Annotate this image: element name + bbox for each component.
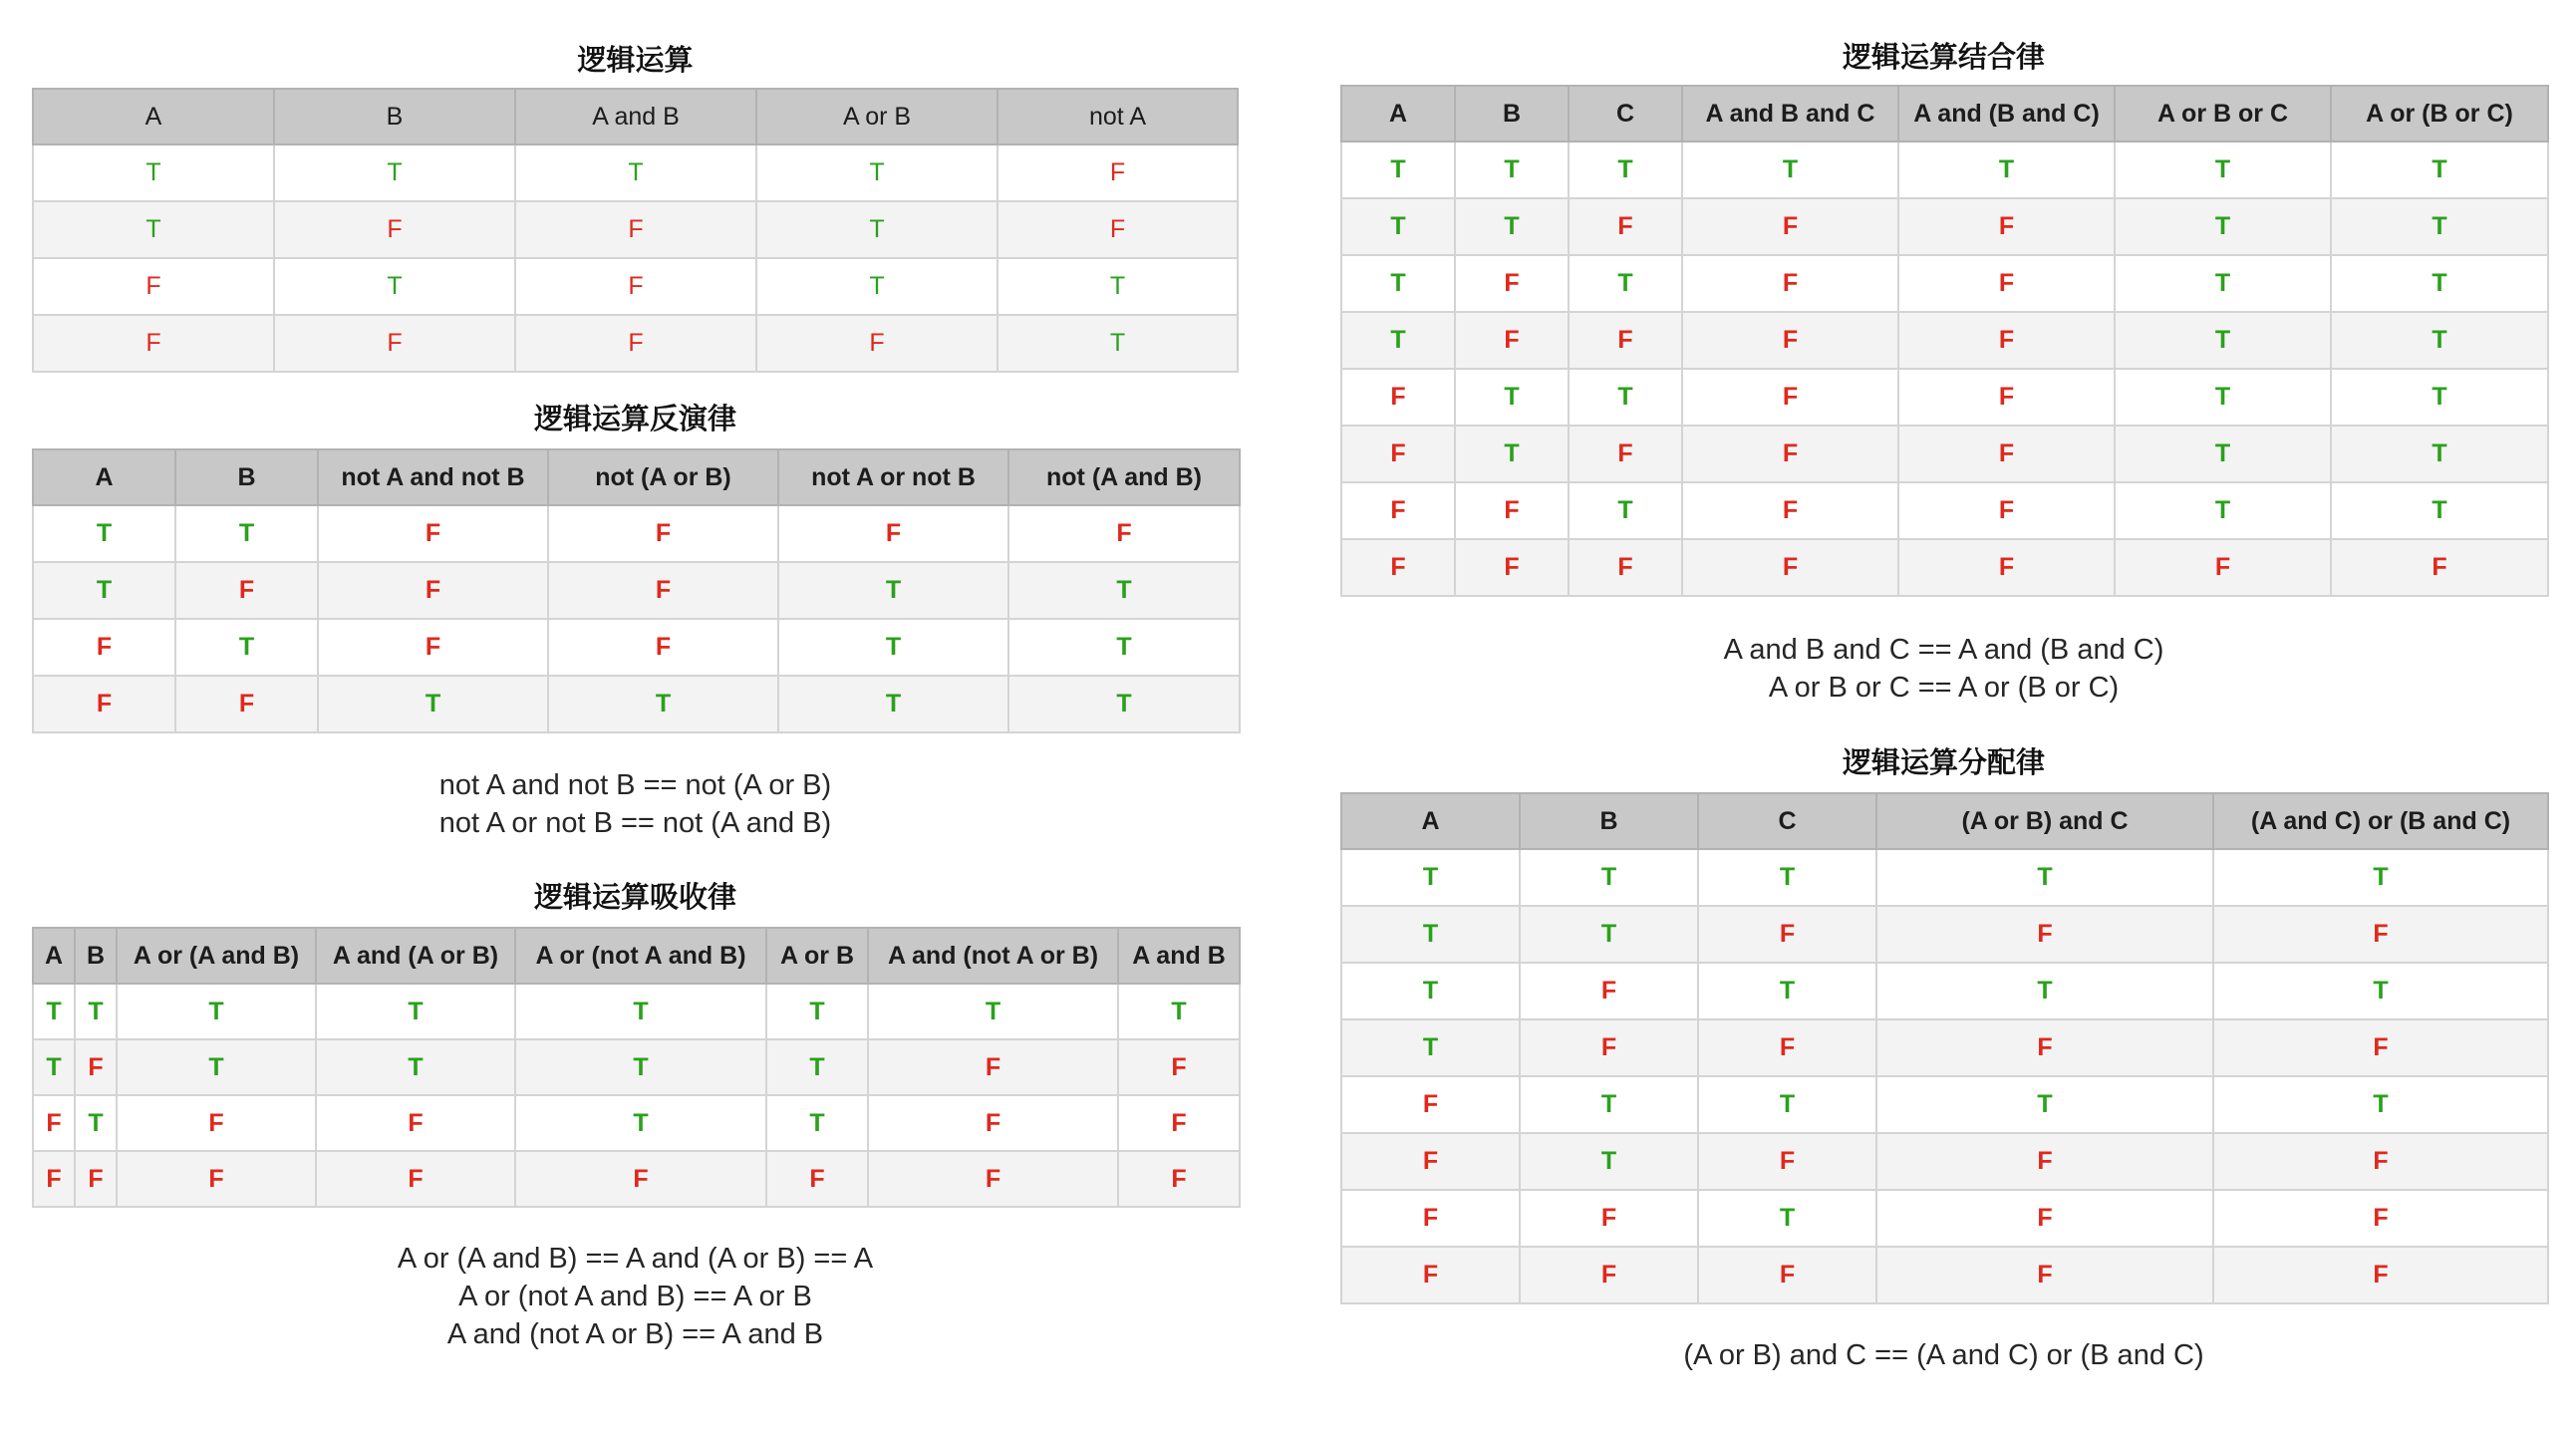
truth-value-cell: F [1569, 198, 1682, 255]
truth-value-cell: T [1008, 619, 1240, 676]
truth-value-cell: F [1520, 963, 1698, 1019]
truth-value-cell: T [515, 984, 766, 1039]
column-header: A or B or C [2115, 86, 2331, 142]
truth-value-cell: F [1569, 539, 1682, 596]
truth-value-cell: F [868, 1039, 1118, 1095]
table-row [1341, 849, 2548, 906]
truth-value-cell: F [515, 315, 756, 372]
truth-value-cell: T [778, 676, 1008, 732]
truth-value-cell: T [1341, 255, 1455, 312]
truth-value-cell: F [998, 201, 1238, 258]
truth-value-cell: T [1341, 906, 1520, 963]
section-title-distributive: 逻辑运算分配律 [1842, 745, 2045, 779]
truth-value-cell: T [2331, 312, 2548, 369]
truth-value-cell: T [998, 315, 1238, 372]
truth-value-cell: T [1520, 906, 1698, 963]
truth-value-cell: F [274, 315, 515, 372]
truth-table-absorption-block [32, 0, 1239, 1375]
truth-value-cell: F [2213, 1190, 2548, 1247]
truth-value-cell: T [33, 984, 75, 1039]
truth-value-cell: T [1569, 369, 1682, 426]
column-header: A [1341, 793, 1520, 849]
table-row [1341, 1133, 2548, 1190]
truth-value-cell: T [1876, 849, 2213, 906]
column-header: (A or B) and C [1876, 793, 2213, 849]
truth-value-cell: F [1698, 906, 1876, 963]
truth-value-cell: F [1898, 198, 2115, 255]
table-row [1341, 1190, 2548, 1247]
truth-value-cell: T [2213, 963, 2548, 1019]
truth-value-cell: F [1898, 539, 2115, 596]
truth-value-cell: F [316, 1151, 515, 1207]
truth-value-cell: F [117, 1151, 316, 1207]
column-header: B [1520, 793, 1698, 849]
truth-value-cell: T [2331, 255, 2548, 312]
truth-value-cell: F [1341, 482, 1455, 539]
truth-value-cell: T [2331, 426, 2548, 482]
truth-value-cell: F [1682, 539, 1898, 596]
truth-value-cell: T [316, 1039, 515, 1095]
truth-value-cell: T [2115, 142, 2331, 198]
truth-value-cell: T [868, 984, 1118, 1039]
truth-value-cell: T [1682, 142, 1898, 198]
truth-value-cell: F [1682, 198, 1898, 255]
truth-value-cell: F [1118, 1151, 1240, 1207]
truth-value-cell: T [1520, 1076, 1698, 1133]
truth-value-cell: T [117, 1039, 316, 1095]
formula-line: A and (not A or B) == A and B [446, 1318, 824, 1350]
table-row [1341, 1076, 2548, 1133]
truth-value-cell: F [1455, 539, 1569, 596]
truth-value-cell: F [548, 619, 778, 676]
formula-line: A or B or C == A or (B or C) [1768, 672, 2120, 704]
formula-line: not A or not B == not (A and B) [438, 807, 832, 839]
truth-value-cell: T [75, 984, 117, 1039]
truth-value-cell: F [1682, 255, 1898, 312]
truth-value-cell: T [2115, 369, 2331, 426]
formula-line: A and B and C == A and (B and C) [1723, 634, 2164, 666]
truth-value-cell: F [515, 1151, 766, 1207]
column-header: A [33, 449, 175, 505]
section-title-demorgan: 逻辑运算反演律 [533, 402, 736, 435]
truth-value-cell: F [515, 258, 756, 315]
truth-value-cell: F [1876, 1019, 2213, 1076]
truth-value-cell: T [1341, 142, 1455, 198]
truth-value-cell: F [274, 201, 515, 258]
truth-value-cell: T [316, 984, 515, 1039]
truth-value-cell: F [318, 619, 548, 676]
column-header: A [33, 89, 274, 144]
column-header: A and (B and C) [1898, 86, 2115, 142]
truth-value-cell: F [1876, 1247, 2213, 1303]
truth-value-cell: T [1520, 849, 1698, 906]
truth-value-cell: F [2213, 1133, 2548, 1190]
truth-value-cell: F [33, 676, 175, 732]
truth-value-cell: T [2115, 482, 2331, 539]
truth-value-cell: F [1898, 482, 2115, 539]
truth-value-cell: T [274, 144, 515, 201]
column-header: A and B [515, 89, 756, 144]
truth-value-cell: F [1455, 255, 1569, 312]
truth-value-cell: T [1698, 849, 1876, 906]
column-header: C [1698, 793, 1876, 849]
column-header: not A or not B [778, 449, 1008, 505]
truth-value-cell: F [175, 676, 318, 732]
truth-value-cell: T [2115, 312, 2331, 369]
truth-value-cell: T [33, 505, 175, 562]
truth-value-cell: T [1569, 255, 1682, 312]
column-header: not (A and B) [1008, 449, 1240, 505]
truth-value-cell: T [33, 1039, 75, 1095]
truth-value-cell: F [868, 1151, 1118, 1207]
truth-value-cell: T [515, 1039, 766, 1095]
truth-value-cell: T [1698, 1076, 1876, 1133]
truth-table-absorption [32, 927, 1241, 1208]
truth-value-cell: T [1898, 142, 2115, 198]
formula-line: A or (A and B) == A and (A or B) == A [397, 1243, 874, 1275]
formulas-absorption [32, 1240, 1239, 1353]
table-row [1341, 906, 2548, 963]
truth-value-cell: T [1876, 963, 2213, 1019]
truth-value-cell: F [1341, 539, 1455, 596]
column-header: not A and not B [318, 449, 548, 505]
column-header: A [33, 928, 75, 984]
truth-value-cell: F [1455, 312, 1569, 369]
truth-value-cell: T [2115, 255, 2331, 312]
truth-value-cell: F [318, 562, 548, 619]
truth-value-cell: F [1520, 1190, 1698, 1247]
truth-value-cell: F [548, 562, 778, 619]
column-header: A or B [756, 89, 998, 144]
truth-value-cell: T [1341, 849, 1520, 906]
truth-table-distributive-block [1340, 0, 2547, 1415]
column-header: A and (A or B) [316, 928, 515, 984]
column-header: not A [998, 89, 1238, 144]
truth-value-cell: F [1341, 1247, 1520, 1303]
table-row [33, 1095, 1240, 1151]
truth-value-cell: F [548, 505, 778, 562]
truth-value-cell: F [75, 1151, 117, 1207]
truth-value-cell: F [1682, 312, 1898, 369]
truth-value-cell: T [778, 562, 1008, 619]
truth-value-cell: F [1698, 1133, 1876, 1190]
truth-value-cell: F [1876, 1190, 2213, 1247]
truth-value-cell: F [1682, 426, 1898, 482]
formula-line: not A and not B == not (A or B) [438, 769, 832, 801]
truth-value-cell: F [1682, 482, 1898, 539]
truth-value-cell: T [1008, 676, 1240, 732]
truth-value-cell: F [318, 505, 548, 562]
truth-value-cell: T [2331, 369, 2548, 426]
truth-value-cell: T [515, 1095, 766, 1151]
truth-value-cell: F [1898, 369, 2115, 426]
truth-value-cell: T [548, 676, 778, 732]
truth-value-cell: F [75, 1039, 117, 1095]
column-header: B [274, 89, 515, 144]
table-row [33, 1039, 1240, 1095]
truth-value-cell: T [1008, 562, 1240, 619]
truth-value-cell: T [33, 144, 274, 201]
truth-value-cell: F [1341, 1190, 1520, 1247]
column-header: B [1455, 86, 1569, 142]
column-header: not (A or B) [548, 449, 778, 505]
formula-line: A or (not A and B) == A or B [458, 1281, 812, 1312]
truth-value-cell: F [1118, 1039, 1240, 1095]
truth-value-cell: F [1876, 1133, 2213, 1190]
truth-value-cell: T [1341, 312, 1455, 369]
truth-value-cell: T [2331, 142, 2548, 198]
truth-value-cell: F [1698, 1247, 1876, 1303]
header-row [33, 928, 1240, 984]
column-header: B [175, 449, 318, 505]
table-row [1341, 963, 2548, 1019]
section-title-associative: 逻辑运算结合律 [1842, 40, 2045, 74]
truth-value-cell: T [2331, 198, 2548, 255]
truth-value-cell: T [33, 201, 274, 258]
truth-value-cell: T [756, 258, 998, 315]
column-header: A or (B or C) [2331, 86, 2548, 142]
truth-value-cell: T [1569, 482, 1682, 539]
truth-value-cell: F [1341, 1133, 1520, 1190]
truth-value-cell: T [1569, 142, 1682, 198]
truth-value-cell: T [1876, 1076, 2213, 1133]
truth-value-cell: T [766, 1039, 868, 1095]
truth-value-cell: T [1455, 369, 1569, 426]
truth-value-cell: T [515, 144, 756, 201]
truth-value-cell: T [318, 676, 548, 732]
column-header: (A and C) or (B and C) [2213, 793, 2548, 849]
column-header: A [1341, 86, 1455, 142]
truth-value-cell: T [75, 1095, 117, 1151]
column-header: A and B [1118, 928, 1240, 984]
truth-value-cell: F [1898, 312, 2115, 369]
column-header: A and B and C [1682, 86, 1898, 142]
section-title-basic: 逻辑运算 [577, 43, 694, 77]
truth-value-cell: F [1520, 1019, 1698, 1076]
truth-value-cell: F [316, 1095, 515, 1151]
truth-value-cell: F [2213, 1247, 2548, 1303]
truth-value-cell: T [175, 619, 318, 676]
truth-value-cell: F [2213, 906, 2548, 963]
truth-value-cell: F [1008, 505, 1240, 562]
truth-value-cell: F [1455, 482, 1569, 539]
table-row [33, 1151, 1240, 1207]
truth-value-cell: T [2115, 198, 2331, 255]
truth-value-cell: F [778, 505, 1008, 562]
truth-value-cell: F [1569, 312, 1682, 369]
formula-line: (A or B) and C == (A and C) or (B and C) [1683, 1339, 2204, 1371]
truth-value-cell: F [1341, 426, 1455, 482]
column-header: A or (A and B) [117, 928, 316, 984]
formulas-distributive [1340, 1336, 2547, 1374]
column-header: B [75, 928, 117, 984]
truth-value-cell: F [175, 562, 318, 619]
column-header: A or B [766, 928, 868, 984]
truth-value-cell: F [1898, 255, 2115, 312]
truth-value-cell: F [33, 315, 274, 372]
truth-value-cell: F [1569, 426, 1682, 482]
truth-value-cell: T [117, 984, 316, 1039]
column-header: A or (not A and B) [515, 928, 766, 984]
truth-value-cell: F [1876, 906, 2213, 963]
truth-value-cell: T [1698, 1190, 1876, 1247]
truth-value-cell: F [1118, 1095, 1240, 1151]
truth-value-cell: F [1682, 369, 1898, 426]
truth-value-cell: F [33, 1151, 75, 1207]
truth-value-cell: T [1341, 198, 1455, 255]
truth-value-cell: T [2331, 482, 2548, 539]
table-row [1341, 1247, 2548, 1303]
truth-value-cell: F [756, 315, 998, 372]
truth-value-cell: T [1455, 142, 1569, 198]
truth-value-cell: T [998, 258, 1238, 315]
truth-value-cell: T [1341, 1019, 1520, 1076]
header-row [1341, 793, 2548, 849]
truth-value-cell: F [1341, 1076, 1520, 1133]
truth-value-cell: T [175, 505, 318, 562]
truth-value-cell: F [33, 258, 274, 315]
truth-value-cell: T [1698, 963, 1876, 1019]
truth-value-cell: F [33, 619, 175, 676]
truth-value-cell: F [2213, 1019, 2548, 1076]
truth-value-cell: T [1341, 963, 1520, 1019]
truth-value-cell: T [2213, 1076, 2548, 1133]
truth-value-cell: T [1118, 984, 1240, 1039]
truth-value-cell: F [515, 201, 756, 258]
truth-value-cell: T [778, 619, 1008, 676]
truth-value-cell: F [868, 1095, 1118, 1151]
truth-value-cell: T [2115, 426, 2331, 482]
truth-value-cell: T [1455, 426, 1569, 482]
truth-value-cell: F [1341, 369, 1455, 426]
truth-value-cell: F [1520, 1247, 1698, 1303]
truth-value-cell: F [766, 1151, 868, 1207]
truth-value-cell: F [1898, 426, 2115, 482]
truth-value-cell: T [756, 201, 998, 258]
truth-value-cell: T [2213, 849, 2548, 906]
column-header: A and (not A or B) [868, 928, 1118, 984]
truth-value-cell: F [117, 1095, 316, 1151]
truth-table-distributive [1340, 792, 2549, 1304]
column-header: C [1569, 86, 1682, 142]
truth-value-cell: T [1520, 1133, 1698, 1190]
truth-value-cell: F [998, 144, 1238, 201]
truth-value-cell: T [756, 144, 998, 201]
truth-value-cell: T [274, 258, 515, 315]
table-row [33, 984, 1240, 1039]
truth-value-cell: T [1455, 198, 1569, 255]
truth-value-cell: T [766, 1095, 868, 1151]
truth-value-cell: F [2331, 539, 2548, 596]
truth-value-cell: T [33, 562, 175, 619]
truth-value-cell: F [1698, 1019, 1876, 1076]
truth-value-cell: T [766, 984, 868, 1039]
truth-value-cell: F [2115, 539, 2331, 596]
section-title-absorption: 逻辑运算吸收律 [533, 880, 736, 914]
table-row [1341, 1019, 2548, 1076]
truth-value-cell: F [33, 1095, 75, 1151]
